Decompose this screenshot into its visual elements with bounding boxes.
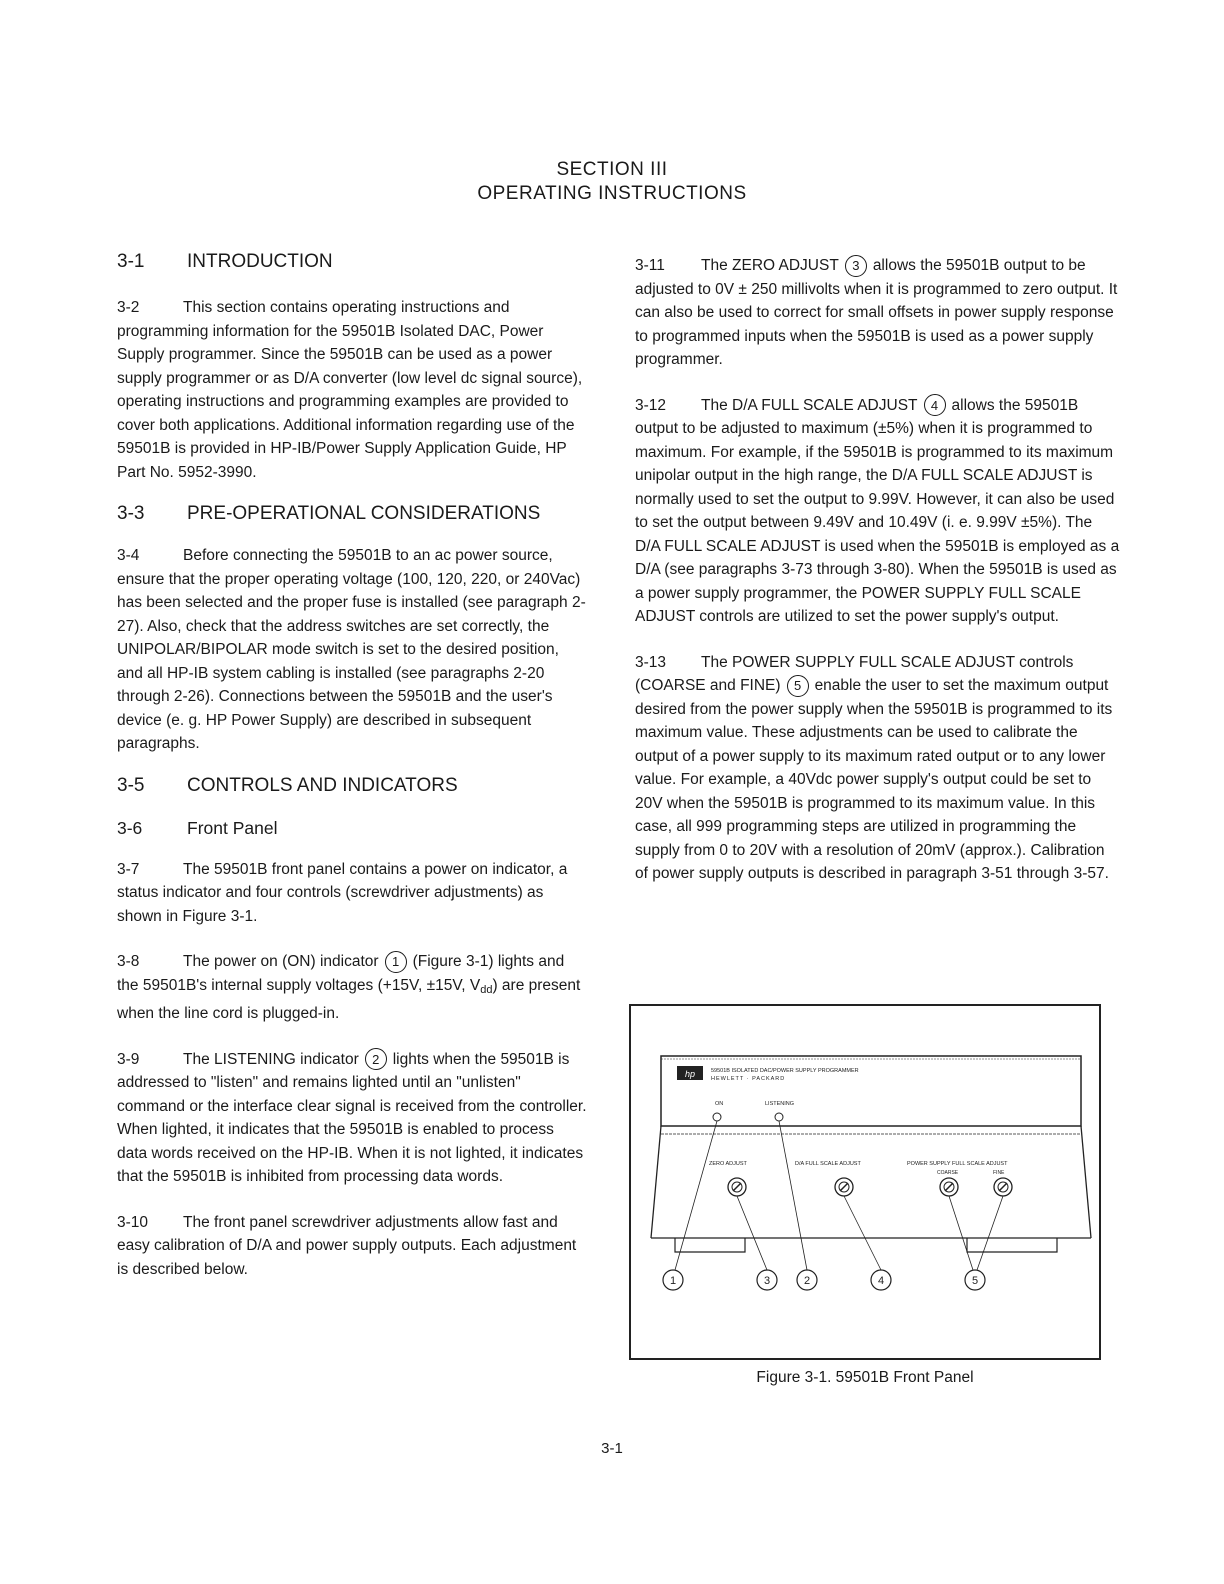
on-label: ON (715, 1101, 724, 1107)
heading-pre-operational: 3-3 PRE-OPERATIONAL CONSIDERATIONS (117, 503, 541, 524)
zero-adjust-screw-icon (728, 1178, 746, 1196)
left-column (117, 250, 587, 1281)
heading-front-panel: 3-6 Front Panel (117, 817, 278, 838)
page-number: 3-1 (601, 1440, 623, 1457)
panel-brand: HEWLETT · PACKARD (711, 1076, 786, 1082)
heading-introduction: 3-1 INTRODUCTION (117, 251, 333, 272)
fine-adjust-screw-icon (994, 1178, 1012, 1196)
section-header (0, 158, 1224, 206)
paragraph-3-7: 3-7 The 59501B front panel contains a power on indicator, a status indicator and four controls (screwdriver adjustments) as shown in Figure 3-1. (117, 860, 568, 925)
callout-4-icon: 4 (924, 394, 946, 416)
paragraph-3-9: 3-9 The LISTENING indicator 2 lights when the 59501B is addressed to "listen" and remains lighted until an "unlisten" command or the interface clear signal is received from the controller. When lighted, it indicates that the 59501B is enabled to process data words received on the HP-IB. When it is not lighted, it indicates that the 59501B is inhibited from processing data words. (117, 1048, 587, 1189)
paragraph-3-11: 3-11 The ZERO ADJUST 3 allows the 59501B output to be adjusted to 0V ± 250 millivolts when it is programmed to zero output. It can also be used to correct for small offsets in power supply response to programmed inputs when the 59501B is used as a power supply programmer. (635, 254, 1120, 372)
da-full-scale-label: D/A FULL SCALE ADJUST (795, 1161, 861, 1167)
callout-2-marker (797, 1270, 817, 1290)
paragraph-3-4: 3-4 Before connecting the 59501B to an ac power source, ensure that the proper operating voltage (100, 120, 220, or 240Vac) has been selected and the proper fuse is installed (see paragraph 2-27). Also, check that the address switches are set correctly, the UNIPOLAR/BIPOLAR mode switch is set to the desired position, and all HP-IB system cabling is installed (see paragraphs 2-20 through 2-26). Connections between the 59501B and the user's device (e. g. HP Power Supply) are described in subsequent paragraphs. (117, 547, 586, 752)
callout-3-icon: 3 (845, 255, 867, 277)
paragraph-3-8: 3-8 The power on (ON) indicator 1 (Figure 3-1) lights and the 59501B's internal supply voltages (+15V, ±15V, $V_{dd}$) are present when the line cord is plugged-in. (117, 950, 587, 1026)
coarse-adjust-screw-icon (940, 1178, 958, 1196)
hp-logo-text: hp (684, 1069, 696, 1079)
svg-text:2: 2 (803, 1275, 811, 1287)
callout-2-icon: 2 (365, 1048, 387, 1070)
svg-text:1: 1 (669, 1275, 677, 1287)
callout-3-marker (757, 1270, 777, 1290)
listening-indicator-icon (775, 1113, 783, 1121)
section-number: SECTION III (556, 159, 668, 180)
section-title: OPERATING INSTRUCTIONS (477, 183, 747, 204)
paragraph-3-10: 3-10 The front panel screwdriver adjustments allow fast and easy calibration of D/A and power supply outputs. Each adjustment is described below. (117, 1213, 577, 1278)
da-adjust-screw-icon (835, 1178, 853, 1196)
ps-full-scale-label: POWER SUPPLY FULL SCALE ADJUST (907, 1161, 1008, 1167)
svg-text:5: 5 (971, 1275, 979, 1287)
coarse-label: COARSE (937, 1170, 959, 1176)
callout-1-icon: 1 (385, 951, 407, 973)
paragraph-3-12: 3-12 The D/A FULL SCALE ADJUST 4 allows the 59501B output to be adjusted to maximum (±5%) when it is programmed to maximum. For example, if the 59501B is programmed to its maximum unipolar output in the high range, the D/A FULL SCALE ADJUST is normally used to set the output to 9.99V. However, it can also be used to set the output between 9.49V and 10.49V (i. e. 9.99V ±5%). The D/A FULL SCALE ADJUST is used when the 59501B is employed as a D/A (see paragraphs 3-73 through 3-80). When the 59501B is used as a power supply programmer, the POWER SUPPLY FULL SCALE ADJUST controls are utilized to set the power supply's output. (635, 394, 1120, 629)
paragraph-3-13: 3-13 The POWER SUPPLY FULL SCALE ADJUST controls (COARSE and FINE) 5 enable the user to set the maximum output desired from the power supply when the 59501B is programmed to its maximum value. These adjustments can be used to calibrate the output of a power supply to its maximum rated output or to any lower value. For example, a 40Vdc power supply's output could be set to 20V when the 59501B is programmed to its maximum value. In this case, all 999 programming steps are utilized in programming the supply from 0 to 20V with a resolution of 20mV (approx.). Calibration of power supply outputs is described in paragraph 3-51 through 3-57. (635, 653, 1113, 882)
callout-5-icon: 5 (787, 675, 809, 697)
fine-label: FINE (993, 1170, 1005, 1176)
figure-3-1 (629, 1004, 1101, 1360)
svg-text:3: 3 (763, 1275, 771, 1287)
svg-text:4: 4 (877, 1275, 885, 1287)
heading-controls-indicators: 3-5 CONTROLS AND INDICATORS (117, 774, 458, 796)
panel-title: 59501B ISOLATED DAC/POWER SUPPLY PROGRAMMER (711, 1068, 859, 1074)
paragraph-3-2: 3-2 This section contains operating instructions and programming information for the 59501B Isolated DAC, Power Supply programmer. Since the 59501B can be used as a power supply programmer or as D/A converter (low level dc signal source), operating instructions and programming examples are provided to cover both applications. Additional information regarding use of the 59501B is provided in HP-IB/Power Supply Application Guide, HP Part No. 5952-3990. (117, 299, 583, 481)
on-indicator-icon (713, 1113, 721, 1121)
callout-5-marker (965, 1270, 985, 1290)
right-column (635, 254, 1120, 886)
callout-1-marker (663, 1270, 683, 1290)
zero-adjust-label: ZERO ADJUST (709, 1161, 747, 1167)
callout-4-marker (871, 1270, 891, 1290)
listening-label: LISTENING (765, 1101, 795, 1107)
figure-caption: Figure 3-1. 59501B Front Panel (756, 1369, 974, 1386)
front-panel-diagram (631, 1006, 1099, 1358)
